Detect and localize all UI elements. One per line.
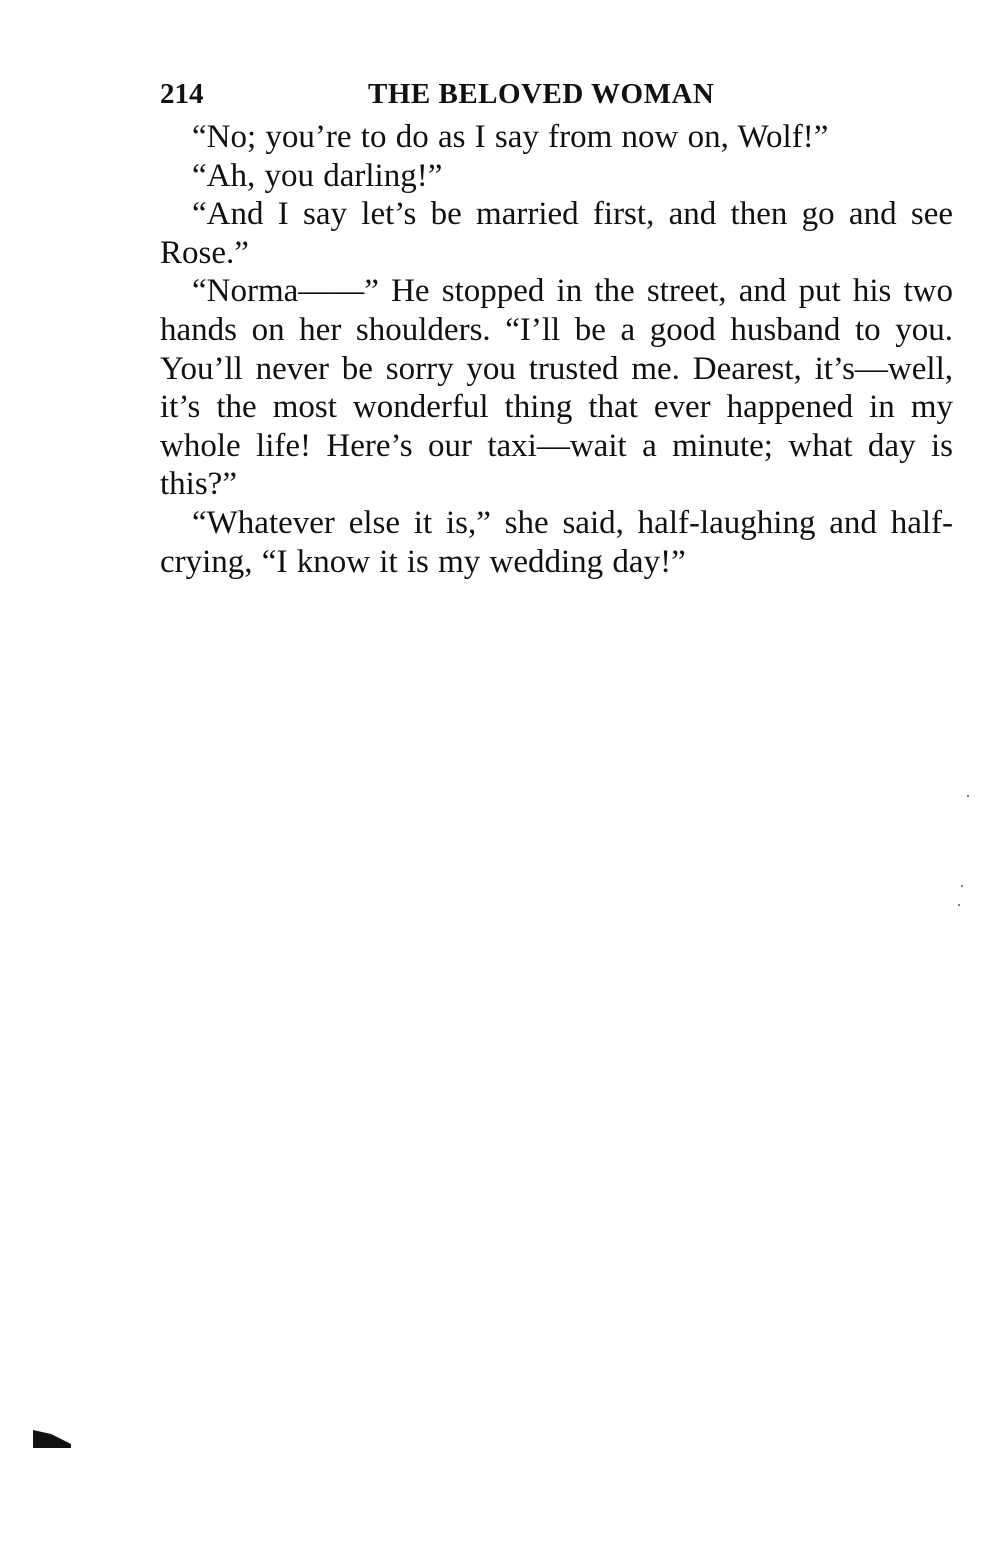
book-page: [160, 70, 953, 581]
scan-speck: [961, 885, 963, 887]
paragraph: “And I say let’s be married first, and then go and see Rose.”: [160, 196, 953, 271]
running-head: [160, 70, 953, 118]
page-number: 214: [160, 78, 204, 110]
page-corner-mark-icon: [33, 1430, 71, 1448]
book-title: THE BELOVED WOMAN: [368, 78, 715, 110]
paragraph: “No; you’re to do as I say from now on, Wolf!”: [192, 119, 829, 155]
paragraph: “Ah, you darling!”: [192, 157, 443, 194]
paragraph: “Norma——” He stopped in the street, and put his two hands on her shoulders. “I’ll be a good husband to you. You’ll never be sorry you trusted me. Dearest, it’s—well, it’s the most wonderful thing that ever happened in my whole life! Here’s our taxi—wait a minute; what day is this?”: [160, 273, 953, 503]
body-text: [160, 118, 953, 581]
scan-speck: [967, 795, 969, 797]
scan-speck: [958, 904, 960, 906]
paragraph: “Whatever else it is,” she said, half-laughing and half-crying, “I know it is my wedding day!”: [160, 504, 953, 580]
